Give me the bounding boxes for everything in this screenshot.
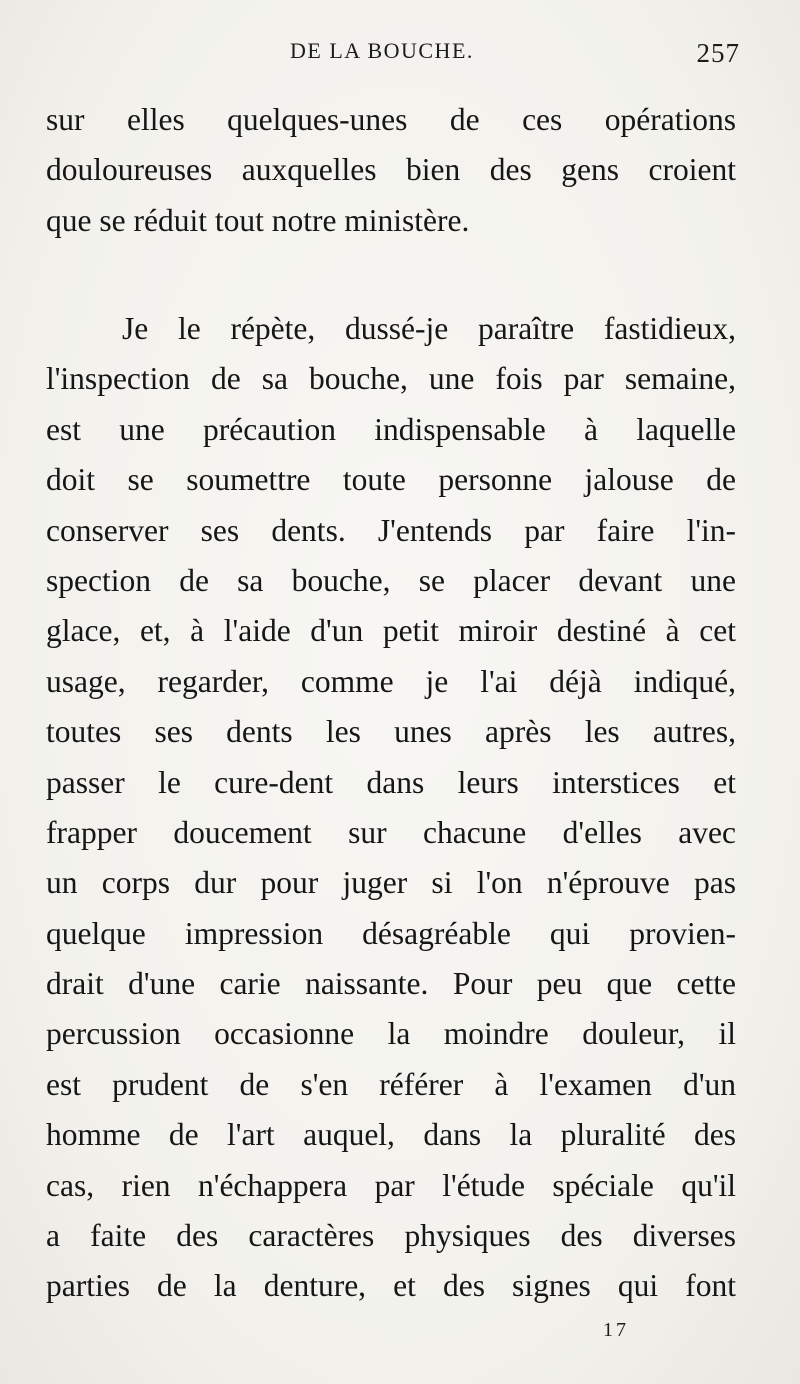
text-line: quelque impression désagréable qui provien-: [46, 915, 736, 951]
running-title: DE LA BOUCHE.: [290, 38, 474, 63]
text-line: l'inspection de sa bouche, une fois par semaine,: [46, 361, 736, 397]
text-line: parties de la denture, et des signes qui font: [46, 1268, 736, 1304]
paragraph-2: [46, 304, 736, 1312]
text-line: conserver ses dents. J'entends par faire l'in-: [46, 512, 736, 548]
text-line: un corps dur pour juger si l'on n'éprouve pas: [46, 865, 736, 901]
text-line: sur elles quelques-unes de ces opérations: [46, 102, 736, 137]
signature-mark: 17: [603, 1319, 629, 1341]
text-line: spection de sa bouche, se placer devant une: [46, 562, 736, 598]
running-head: [60, 38, 740, 78]
text-line: homme de l'art auquel, dans la pluralité des: [46, 1117, 736, 1153]
text-line: toutes ses dents les unes après les autres,: [46, 714, 736, 750]
text-line: est prudent de s'en référer à l'examen d'un: [46, 1066, 736, 1102]
text-line: passer le cure-dent dans leurs interstices et: [46, 764, 736, 800]
text-line: frapper doucement sur chacune d'elles avec: [46, 814, 736, 850]
text-line: percussion occasionne la moindre douleur, il: [46, 1016, 736, 1052]
text-line: douloureuses auxquelles bien des gens croient: [46, 152, 736, 188]
text-line: drait d'une carie naissante. Pour peu que cette: [46, 966, 736, 1002]
text-line: cas, rien n'échappera par l'étude spéciale qu'il: [46, 1167, 736, 1203]
paragraph-1: [46, 95, 736, 246]
text-line: usage, regarder, comme je l'ai déjà indiqué,: [46, 663, 736, 699]
text-line: doit se soumettre toute personne jalouse de: [46, 462, 736, 498]
text-line: glace, et, à l'aide d'un petit miroir destiné à cet: [46, 613, 736, 649]
text-line: est une précaution indispensable à laquelle: [46, 411, 736, 447]
text-line: que se réduit tout notre ministère.: [46, 202, 470, 238]
text-line: a faite des caractères physiques des diverses: [46, 1218, 736, 1254]
page-number: 257: [696, 38, 740, 68]
text-line: Je le répète, dussé-je paraître fastidieux,: [122, 311, 736, 346]
